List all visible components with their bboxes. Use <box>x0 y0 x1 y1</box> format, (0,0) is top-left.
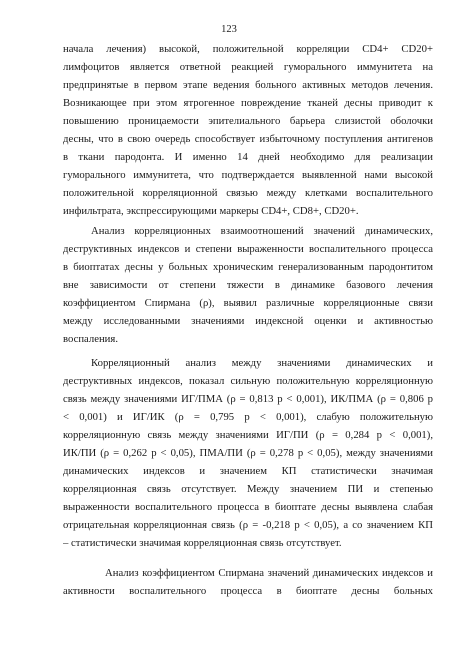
text-line: коэффициентом Спирмана (ρ), выявил различные корреляционные связи <box>63 297 433 309</box>
text-line: связь между значениями ИГ/ПМА (ρ = 0,813 p < 0,001), ИК/ПМА (ρ = 0,806 p <box>63 393 433 405</box>
text-line: начала лечения) высокой, положительной корреляции CD4+ CD20+ <box>63 43 433 55</box>
paragraph-4 <box>63 564 433 600</box>
text-line: отрицательная корреляционная связь (ρ = -0,218 p < 0,05), а со значением КП <box>63 519 433 531</box>
text-line: лимфоцитов является ответной реакцией гуморального иммунитета на <box>63 61 433 73</box>
text-line: активности воспалительного процесса в биоптате десны больных <box>63 585 433 597</box>
text-line: Возникающее при этом ятрогенное повреждение тканей десны приводит к <box>63 97 433 109</box>
text-line: Корреляционный анализ между значениями динамических и <box>91 357 433 369</box>
text-line: воспаления. <box>63 333 118 345</box>
text-line: предпринятые в первом этапе ведения больного активных методов лечения. <box>63 79 433 91</box>
paragraph-2 <box>63 222 433 348</box>
text-line: – статистически значимая корреляционная связь отсутствует. <box>63 537 342 549</box>
text-line: повышению проницаемости эпителиального барьера слизистой оболочки <box>63 115 433 127</box>
paragraph-1 <box>63 40 433 220</box>
text-line: корреляционную связь между значениями ИГ/ПИ (ρ = 0,284 p < 0,001), <box>63 429 433 441</box>
text-line: в ткани пародонта. И именно 14 дней необходимо для реализации <box>63 151 433 163</box>
text-line: динамических индексов и значением КП статистически значимая <box>63 465 433 477</box>
text-line: деструктивных индексов и степени выраженности воспалительного процесса <box>63 243 433 255</box>
text-line: корреляционная связь отсутствует. Между значением ПИ и степенью <box>63 483 433 495</box>
text-line: вне зависимости от степени тяжести в динамике базового лечения <box>63 279 433 291</box>
text-line: < 0,001) и ИГ/ИК (ρ = 0,795 p < 0,001), слабую положительную <box>63 411 433 423</box>
page-number: 123 <box>221 24 237 35</box>
paragraph-3 <box>63 354 433 552</box>
text-line: инфильтрата, экспрессирующими маркеры CD4+, CD8+, CD20+. <box>63 205 359 217</box>
text-line: ИК/ПИ (ρ = 0,262 p < 0,05), ПМА/ПИ (ρ = 0,278 p < 0,05), между значениями <box>63 447 433 459</box>
text-line: десны, что в свою очередь способствует избыточному поступления антигенов <box>63 133 433 145</box>
text-line: в биоптатах десны у больных хроническим генерализованным пародонтитом <box>63 261 433 273</box>
text-line: гуморального иммунитета, что подтверждается выявленной нами высокой <box>63 169 433 181</box>
text-line: выраженности воспалительного процесса в биоптате десны выявлена слабая <box>63 501 433 513</box>
text-line: между исследованными значениями индексной оценки и активностью <box>63 315 433 327</box>
text-line: Анализ коэффициентом Спирмана значений динамических индексов и <box>105 567 433 579</box>
text-line: положительной корреляционной связью между клетками воспалительного <box>63 187 433 199</box>
text-line: деструктивных индексов, показал сильную положительную корреляционную <box>63 375 433 387</box>
text-line: Анализ корреляционных взаимоотношений значений динамических, <box>91 225 433 237</box>
